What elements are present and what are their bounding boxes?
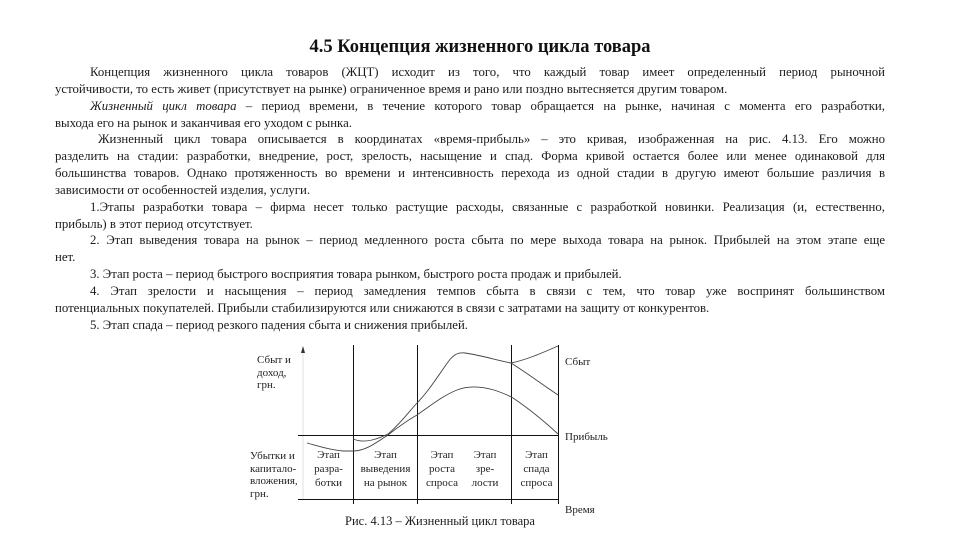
stage-growth	[417, 449, 467, 490]
stage-development	[304, 449, 353, 490]
stage-line: спада	[523, 462, 550, 475]
label-line: грн.	[257, 379, 276, 392]
y-axis-label	[257, 354, 291, 392]
text-line: 4. Этап зрелости и насыщения – период замедления темпов сбыта в связи с тем, что товар уже воспринят большинством	[90, 283, 885, 298]
stage-line: выведения	[360, 462, 411, 475]
label-line: доход,	[257, 366, 287, 379]
stage-line: разра-	[314, 462, 343, 475]
stage-line: ботки	[315, 476, 342, 489]
text-line	[55, 98, 885, 115]
label-line: вложения,	[250, 475, 298, 488]
label-line: Сбыт и	[257, 354, 291, 366]
text-line: прибыль) в этот период отсутствует.	[55, 216, 253, 231]
text-span: – период времени, в течение которого товар обращается на рынке, начиная с момента его разработки,	[236, 98, 885, 113]
italic-term: Жизненный цикл товара	[90, 98, 237, 113]
text-line: нет.	[55, 250, 76, 265]
stage-line: Этап	[525, 449, 548, 461]
page-title: 4.5 Концепция жизненного цикла товара	[309, 37, 651, 57]
stage-line: Этап	[374, 449, 397, 461]
stage-line: Этап	[430, 449, 454, 461]
text-line: Концепция жизненного цикла товаров (ЖЦТ) исходит из того, что каждый товар имеет определенный период рыночной	[90, 65, 885, 79]
text-line: зависимости от особенностей изделия, услуги.	[55, 182, 311, 197]
text-line: Жизненный цикл товара описывается в координатах «время-прибыль» – это кривая, изображенная на рис. 4.13. Его можно	[98, 132, 885, 147]
sales-label: Сбыт	[565, 356, 591, 368]
sales-curve	[353, 353, 511, 441]
stage-line: лости	[471, 476, 499, 489]
stage-decline	[513, 449, 560, 490]
stage-line: на рынок	[363, 476, 408, 489]
label-line: грн.	[250, 487, 269, 500]
text-line: потенциальных покупателей. Прибыли стабилизируются или снижаются в связи с затратами на защиту от конкурентов.	[55, 300, 710, 315]
profit-curve	[307, 387, 558, 451]
text-line: 5. Этап спада – период резкого падения сбыта и снижения прибылей.	[90, 317, 468, 332]
stage-introduction	[354, 449, 417, 490]
stage-maturity	[462, 449, 508, 490]
negative-axis-label	[250, 450, 298, 500]
stage-line: Этап	[317, 449, 340, 461]
y-axis-arrow-icon	[301, 346, 305, 353]
stage-line: роста	[429, 462, 455, 475]
text-line: 2. Этап выведения товара на рынок – период медленного роста сбыта по мере выхода товара на рынок. Прибылей на этом этапе еще	[90, 233, 885, 248]
label-line: Убытки и	[250, 450, 295, 462]
profit-label: Прибыль	[565, 431, 608, 443]
label-line: капитало-	[250, 462, 297, 475]
text-line: разделить на стадии: разработки, внедрение, рост, зрелость, насыщение и спад. Форма кривой остается более или менее одинаковой для	[55, 149, 885, 164]
text-line: устойчивости, то есть живет (присутствует на рынке) ограниченное время и рано или поздно вытесняется другим товаром.	[55, 81, 728, 96]
sales-growth-branch-curve	[511, 346, 558, 363]
text-line: 1.Этапы разработки товара – фирма несет только растущие расходы, связанные с разработкой новинки. Реализация (и, естественно,	[90, 199, 885, 214]
stage-line: зре-	[475, 462, 495, 475]
time-axis-label: Время	[565, 504, 595, 516]
text-line: большинства товаров. Однако протяженность во времени и интенсивность перехода из одной стадии в другую имеют большие различия в	[55, 166, 885, 181]
figure-caption: Рис. 4.13 – Жизненный цикл товара	[345, 514, 535, 528]
stage-line: Этап	[473, 449, 497, 461]
stage-line: спроса	[426, 476, 458, 489]
stage-line: спроса	[520, 476, 553, 489]
text-line: 3. Этап роста – период быстрого восприятия товара рынком, быстрого роста продаж и прибылей.	[90, 267, 622, 282]
body-text	[55, 64, 885, 334]
text-line: выхода его на рынок и заканчивая его уходом с рынка.	[55, 115, 352, 130]
sales-decline-branch-curve	[511, 363, 558, 395]
